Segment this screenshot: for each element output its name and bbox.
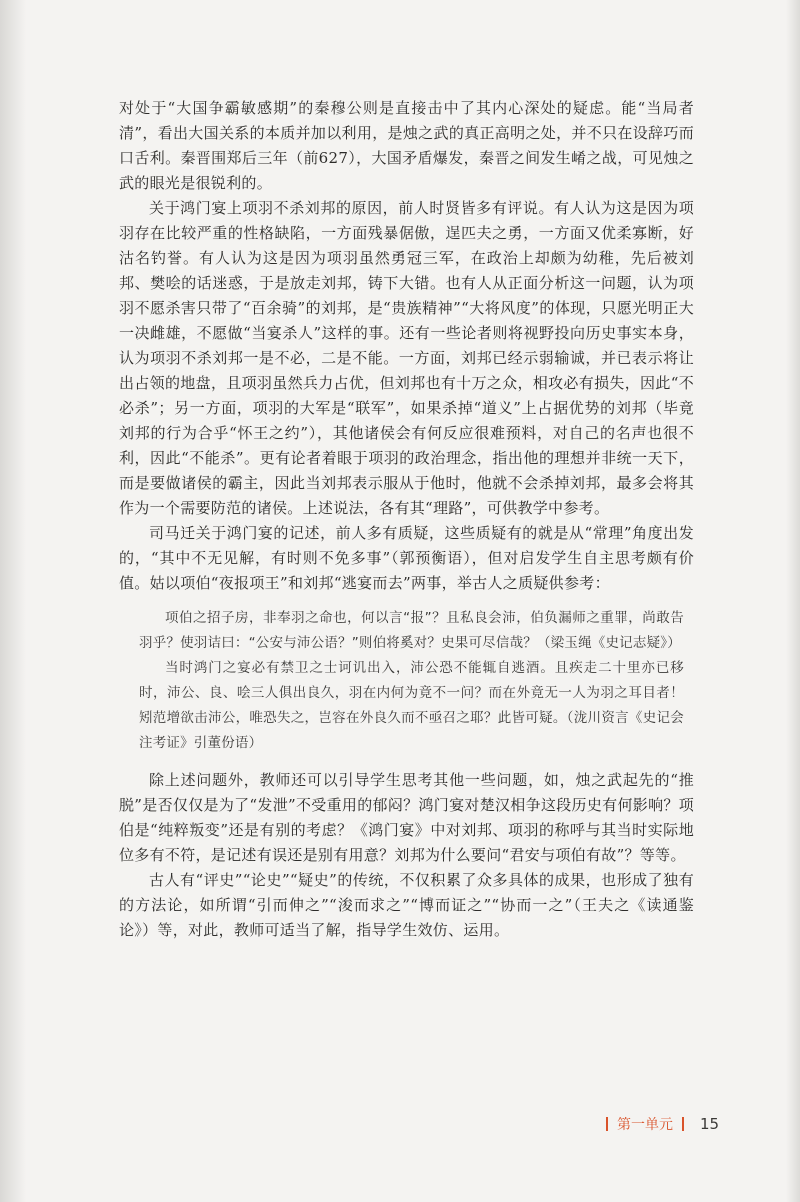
quotation-takigawa: 当时鸿门之宴必有禁卫之士诃讥出入，沛公恐不能辄自逃酒。且疾走二十里亦已移时，沛公、良、哙三人俱出良久，羽在内何为竟不一问？而在外竟无一人为羽之耳目者！矧范增欲击沛公，唯恐失之，岂容在外良久而不亟召之耶？此皆可疑。（泷川资言《史记会注考证》引董份语） [139, 660, 684, 751]
page-footer [606, 1112, 719, 1136]
paragraph-methodology: 古人有“评史”“论史”“疑史”的传统，不仅积累了众多具体的成果，也形成了独有的方法论，如所谓“引而伸之”“浚而求之”“博而证之”“协而一之”（王夫之《读通鉴论》）等，对此，教师可适当了解，指导学生效仿、运用。 [119, 871, 694, 939]
footer-divider-right [682, 1117, 684, 1131]
page-edge-shadow [786, 0, 800, 1202]
page-gutter-shadow [0, 0, 26, 1202]
paragraph-sima-qian-doubts: 司马迁关于鸿门宴的记述，前人多有质疑，这些质疑有的就是从“常理”角度出发的，“其中不无见解，有时则不免多事”（郭预衡语），但对启发学生自主思考颇有价值。姑以项伯“夜报项王”和刘邦“逃宴而去”两事，举古人之质疑供参考： [119, 524, 694, 592]
page-number: 15 [700, 1115, 720, 1133]
body-text [119, 96, 694, 943]
unit-label: 第一单元 [617, 1117, 673, 1133]
quotation-block [119, 606, 694, 756]
paragraph-other-questions: 除上述问题外，教师还可以引导学生思考其他一些问题，如，烛之武起先的“推脱”是否仅仅是为了“发泄”不受重用的郁闷？鸿门宴对楚汉相争这段历史有何影响？项伯是“纯粹叛变”还是有别的考虑？《鸿门宴》中对刘邦、项羽的称呼与其当时实际地位多有不符，是记述有误还是别有用意？刘邦为什么要问“君安与项伯有故”？等等。 [119, 771, 694, 864]
paragraph-hongmen-reasons: 关于鸿门宴上项羽不杀刘邦的原因，前人时贤皆多有评说。有人认为这是因为项羽存在比较严重的性格缺陷，一方面残暴倨傲，逞匹夫之勇，一方面又优柔寡断，好沽名钓誉。有人认为这是因为项羽虽然勇冠三军，在政治上却颇为幼稚，先后被刘邦、樊哙的话迷惑，于是放走刘邦，铸下大错。也有人从正面分析这一问题，认为项羽不愿杀害只带了“百余骑”的刘邦，是“贵族精神”“大将风度”的体现，只愿光明正大一决雌雄，不愿做“当宴杀人”这样的事。还有一些论者则将视野投向历史事实本身，认为项羽不杀刘邦一是不必，二是不能。一方面，刘邦已经示弱输诚，并已表示将让出占领的地盘，且项羽虽然兵力占优，但刘邦也有十万之众，相攻必有损失，因此“不必杀”；另一方面，项羽的大军是“联军”，如果杀掉“道义”上占据优势的刘邦（毕竟刘邦的行为合乎“怀王之约”），其他诸侯会有何反应很难预料，对自己的名声也很不利，因此“不能杀”。更有论者着眼于项羽的政治理念，指出他的理想并非统一天下，而是要做诸侯的霸主，因此当刘邦表示服从于他时，他就不会杀掉刘邦，最多会将其作为一个需要防范的诸侯。上述说法，各有其“理路”，可供教学中参考。 [119, 199, 694, 517]
paragraph-continued: 对处于“大国争霸敏感期”的秦穆公则是直接击中了其内心深处的疑虑。能“当局者清”，看出大国关系的本质并加以利用，是烛之武的真正高明之处，并不只在设辞巧而口舌利。秦晋围郑后三年（前627），大国矛盾爆发，秦晋之间发生崤之战，可见烛之武的眼光是很锐利的。 [119, 99, 694, 192]
quotation-liang-yusheng: 项伯之招子房，非奉羽之命也，何以言“报”？且私良会沛，伯负漏师之重罪，尚敢告羽乎？使羽诘曰：“公安与沛公语？”则伯将奚对？史果可尽信哉？（梁玉绳《史记志疑》） [139, 610, 684, 651]
